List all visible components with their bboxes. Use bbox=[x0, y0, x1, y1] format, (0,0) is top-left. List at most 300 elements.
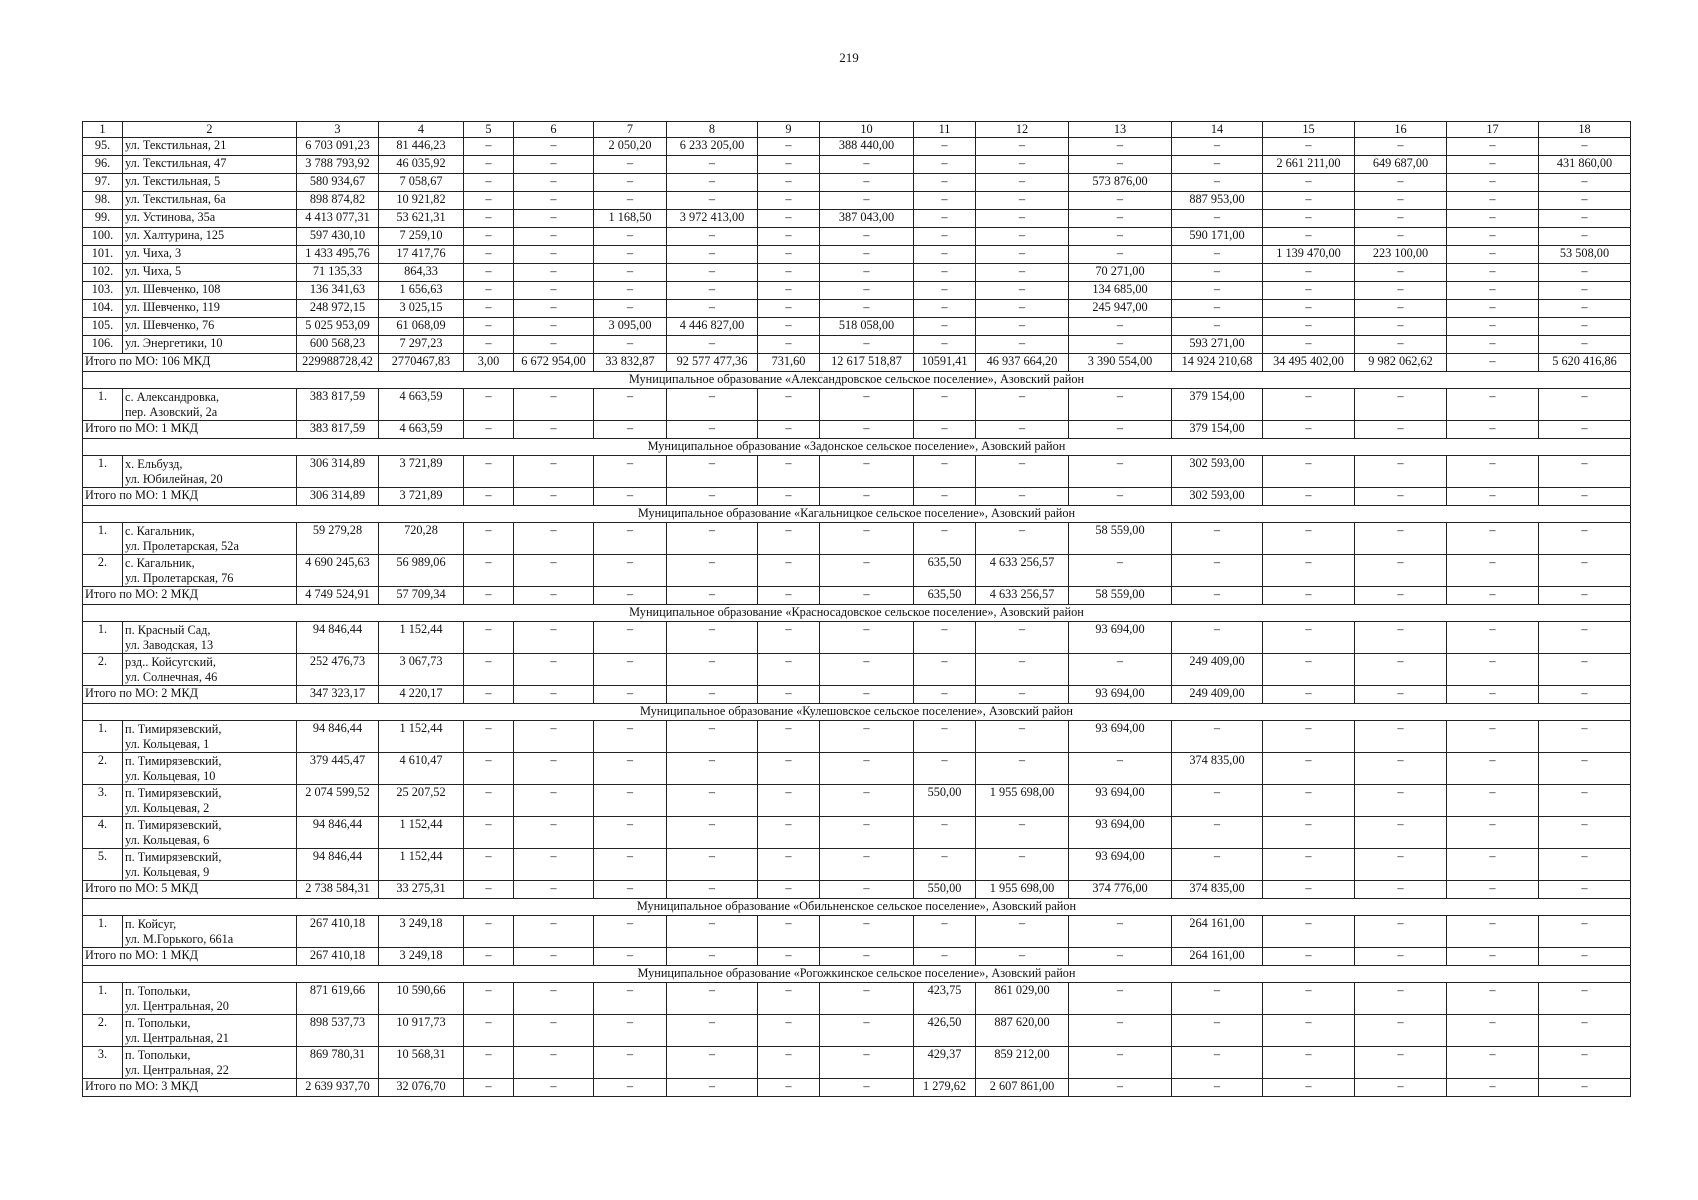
total-value: 12 617 518,87 bbox=[820, 354, 914, 372]
value-cell: 2 074 599,52 bbox=[297, 785, 379, 817]
total-label: Итого по МО: 1 МКД bbox=[83, 421, 297, 439]
value-cell: – bbox=[758, 721, 820, 753]
value-cell: – bbox=[820, 192, 914, 210]
value-cell: – bbox=[1539, 336, 1631, 354]
total-value: 10591,41 bbox=[914, 354, 976, 372]
row-number: 95. bbox=[83, 138, 123, 156]
value-cell: – bbox=[1355, 228, 1447, 246]
value-cell: – bbox=[914, 849, 976, 881]
address: ул. Текстильная, 21 bbox=[123, 138, 297, 156]
total-value: 379 154,00 bbox=[1172, 421, 1263, 439]
value-cell: 649 687,00 bbox=[1355, 156, 1447, 174]
total-value: – bbox=[914, 686, 976, 704]
value-cell: – bbox=[1172, 210, 1263, 228]
value-cell: – bbox=[758, 785, 820, 817]
table-row bbox=[83, 264, 1631, 282]
value-cell: – bbox=[667, 785, 758, 817]
value-cell: – bbox=[976, 753, 1069, 785]
value-cell: – bbox=[1069, 983, 1172, 1015]
total-value: – bbox=[667, 421, 758, 439]
value-cell: – bbox=[914, 622, 976, 654]
value-cell: 264 161,00 bbox=[1172, 916, 1263, 948]
address-line-1: п. Тимирязевский, bbox=[125, 786, 222, 800]
row-number: 99. bbox=[83, 210, 123, 228]
total-value: – bbox=[1355, 421, 1447, 439]
total-value: – bbox=[1172, 587, 1263, 605]
value-cell: – bbox=[820, 1015, 914, 1047]
address bbox=[123, 654, 297, 686]
value-cell: – bbox=[820, 916, 914, 948]
value-cell: – bbox=[820, 336, 914, 354]
total-value: 2 607 861,00 bbox=[976, 1079, 1069, 1097]
value-cell: – bbox=[594, 721, 667, 753]
total-label: Итого по МО: 2 МКД bbox=[83, 686, 297, 704]
value-cell: – bbox=[667, 228, 758, 246]
table-row bbox=[83, 246, 1631, 264]
value-cell: 10 921,82 bbox=[379, 192, 464, 210]
value-cell: – bbox=[667, 753, 758, 785]
value-cell: – bbox=[1263, 300, 1355, 318]
value-cell: – bbox=[1447, 246, 1539, 264]
value-cell: – bbox=[464, 721, 514, 753]
value-cell: – bbox=[1447, 300, 1539, 318]
total-value: – bbox=[514, 686, 594, 704]
total-value: – bbox=[514, 1079, 594, 1097]
value-cell: – bbox=[1447, 654, 1539, 686]
total-value: 32 076,70 bbox=[379, 1079, 464, 1097]
value-cell: 94 846,44 bbox=[297, 849, 379, 881]
value-cell: – bbox=[1263, 916, 1355, 948]
row-number: 103. bbox=[83, 282, 123, 300]
total-value: – bbox=[1447, 948, 1539, 966]
value-cell: – bbox=[1447, 389, 1539, 421]
value-cell: – bbox=[1539, 1015, 1631, 1047]
value-cell: 898 537,73 bbox=[297, 1015, 379, 1047]
total-value: – bbox=[820, 488, 914, 506]
value-cell: 70 271,00 bbox=[1069, 264, 1172, 282]
total-value: 2 639 937,70 bbox=[297, 1079, 379, 1097]
value-cell: – bbox=[1069, 456, 1172, 488]
row-number: 2. bbox=[83, 555, 123, 587]
row-number: 1. bbox=[83, 456, 123, 488]
value-cell: 94 846,44 bbox=[297, 817, 379, 849]
address-line-2: ул. Пролетарская, 52а bbox=[125, 539, 239, 553]
value-cell: – bbox=[820, 156, 914, 174]
value-cell: – bbox=[1263, 318, 1355, 336]
value-cell: – bbox=[1263, 654, 1355, 686]
value-cell: 59 279,28 bbox=[297, 523, 379, 555]
value-cell: 252 476,73 bbox=[297, 654, 379, 686]
total-row bbox=[83, 948, 1631, 966]
value-cell: – bbox=[820, 654, 914, 686]
value-cell: – bbox=[1447, 192, 1539, 210]
value-cell: – bbox=[1172, 318, 1263, 336]
table-row bbox=[83, 753, 1631, 785]
value-cell: – bbox=[758, 246, 820, 264]
value-cell: – bbox=[820, 228, 914, 246]
value-cell: – bbox=[820, 785, 914, 817]
value-cell: – bbox=[914, 523, 976, 555]
value-cell: – bbox=[1263, 282, 1355, 300]
value-cell: – bbox=[1263, 1015, 1355, 1047]
value-cell: 590 171,00 bbox=[1172, 228, 1263, 246]
value-cell: – bbox=[514, 785, 594, 817]
address-line-2: ул. Центральная, 22 bbox=[125, 1063, 229, 1077]
value-cell: 597 430,10 bbox=[297, 228, 379, 246]
value-cell: – bbox=[1172, 264, 1263, 282]
value-cell: 869 780,31 bbox=[297, 1047, 379, 1079]
value-cell: – bbox=[1069, 192, 1172, 210]
total-value: 3 721,89 bbox=[379, 488, 464, 506]
value-cell: 302 593,00 bbox=[1172, 456, 1263, 488]
value-cell: – bbox=[1355, 210, 1447, 228]
value-cell: 518 058,00 bbox=[820, 318, 914, 336]
total-value: – bbox=[1355, 948, 1447, 966]
value-cell: – bbox=[914, 456, 976, 488]
value-cell: – bbox=[1539, 174, 1631, 192]
value-cell: – bbox=[1539, 523, 1631, 555]
table-row bbox=[83, 916, 1631, 948]
value-cell: – bbox=[1355, 817, 1447, 849]
value-cell: – bbox=[914, 282, 976, 300]
total-value: – bbox=[464, 488, 514, 506]
total-value: 3 390 554,00 bbox=[1069, 354, 1172, 372]
column-number: 16 bbox=[1355, 122, 1447, 138]
total-value: – bbox=[1263, 948, 1355, 966]
value-cell: – bbox=[594, 916, 667, 948]
total-label: Итого по МО: 2 МКД bbox=[83, 587, 297, 605]
value-cell: – bbox=[1539, 622, 1631, 654]
value-cell: – bbox=[464, 849, 514, 881]
value-cell: – bbox=[976, 336, 1069, 354]
value-cell: – bbox=[1355, 916, 1447, 948]
column-number: 10 bbox=[820, 122, 914, 138]
row-number: 2. bbox=[83, 654, 123, 686]
total-value: – bbox=[594, 421, 667, 439]
value-cell: – bbox=[914, 336, 976, 354]
value-cell: – bbox=[820, 174, 914, 192]
value-cell: – bbox=[667, 1015, 758, 1047]
value-cell: 580 934,67 bbox=[297, 174, 379, 192]
value-cell: – bbox=[1447, 1047, 1539, 1079]
value-cell: – bbox=[758, 300, 820, 318]
total-value: 3 249,18 bbox=[379, 948, 464, 966]
value-cell: – bbox=[1172, 622, 1263, 654]
value-cell: – bbox=[1069, 389, 1172, 421]
total-value: – bbox=[976, 686, 1069, 704]
value-cell: – bbox=[464, 983, 514, 1015]
value-cell: 223 100,00 bbox=[1355, 246, 1447, 264]
value-cell: – bbox=[1263, 849, 1355, 881]
table-row bbox=[83, 336, 1631, 354]
value-cell: – bbox=[820, 300, 914, 318]
value-cell: – bbox=[1172, 555, 1263, 587]
value-cell: – bbox=[1355, 622, 1447, 654]
address bbox=[123, 389, 297, 421]
section-title: Муниципальное образование «Задонское сельское поселение», Азовский район bbox=[83, 439, 1631, 456]
value-cell: – bbox=[464, 523, 514, 555]
value-cell: – bbox=[1172, 983, 1263, 1015]
total-value: – bbox=[1539, 948, 1631, 966]
value-cell: – bbox=[1172, 523, 1263, 555]
address-line-2: ул. Юбилейная, 20 bbox=[125, 472, 223, 486]
column-number: 12 bbox=[976, 122, 1069, 138]
value-cell: – bbox=[758, 282, 820, 300]
address-line-1: п. Топольки, bbox=[125, 1048, 191, 1062]
total-value: 374 835,00 bbox=[1172, 881, 1263, 899]
row-number: 96. bbox=[83, 156, 123, 174]
total-value: 33 275,31 bbox=[379, 881, 464, 899]
total-value: – bbox=[1539, 686, 1631, 704]
column-number: 6 bbox=[514, 122, 594, 138]
value-cell: 429,37 bbox=[914, 1047, 976, 1079]
section-title: Муниципальное образование «Красносадовское сельское поселение», Азовский район bbox=[83, 605, 1631, 622]
total-label: Итого по МО: 106 МКД bbox=[83, 354, 297, 372]
total-row bbox=[83, 587, 1631, 605]
value-cell: – bbox=[976, 174, 1069, 192]
value-cell: 2 050,20 bbox=[594, 138, 667, 156]
address bbox=[123, 983, 297, 1015]
value-cell: 4 610,47 bbox=[379, 753, 464, 785]
value-cell: – bbox=[1355, 1015, 1447, 1047]
value-cell: 426,50 bbox=[914, 1015, 976, 1047]
value-cell: – bbox=[514, 622, 594, 654]
value-cell: 94 846,44 bbox=[297, 622, 379, 654]
total-value: 264 161,00 bbox=[1172, 948, 1263, 966]
total-value: – bbox=[758, 948, 820, 966]
value-cell: 4 446 827,00 bbox=[667, 318, 758, 336]
value-cell: 3 788 793,92 bbox=[297, 156, 379, 174]
value-cell: 1 168,50 bbox=[594, 210, 667, 228]
value-cell: – bbox=[1355, 389, 1447, 421]
value-cell: – bbox=[758, 622, 820, 654]
value-cell: 1 152,44 bbox=[379, 817, 464, 849]
value-cell: – bbox=[464, 282, 514, 300]
total-value: – bbox=[820, 686, 914, 704]
value-cell: 861 029,00 bbox=[976, 983, 1069, 1015]
value-cell: – bbox=[1263, 555, 1355, 587]
value-cell: – bbox=[1355, 456, 1447, 488]
value-cell: – bbox=[514, 156, 594, 174]
address: ул. Энергетики, 10 bbox=[123, 336, 297, 354]
table-row bbox=[83, 1047, 1631, 1079]
value-cell: – bbox=[1263, 1047, 1355, 1079]
section-row bbox=[83, 704, 1631, 721]
value-cell: – bbox=[1539, 753, 1631, 785]
value-cell: – bbox=[1263, 228, 1355, 246]
value-cell: 7 259,10 bbox=[379, 228, 464, 246]
value-cell: 5 025 953,09 bbox=[297, 318, 379, 336]
column-number: 7 bbox=[594, 122, 667, 138]
row-number: 1. bbox=[83, 916, 123, 948]
total-value: – bbox=[1539, 421, 1631, 439]
address-line-1: с. Кагальник, bbox=[125, 524, 195, 538]
value-cell: – bbox=[758, 264, 820, 282]
value-cell: – bbox=[1447, 622, 1539, 654]
value-cell: – bbox=[464, 174, 514, 192]
address-line-2: пер. Азовский, 2а bbox=[125, 405, 218, 419]
value-cell: 383 817,59 bbox=[297, 389, 379, 421]
address-line-1: п. Койсуг, bbox=[125, 917, 177, 931]
value-cell: 249 409,00 bbox=[1172, 654, 1263, 686]
value-cell: – bbox=[464, 246, 514, 264]
total-value: 92 577 477,36 bbox=[667, 354, 758, 372]
value-cell: 4 633 256,57 bbox=[976, 555, 1069, 587]
value-cell: 379 445,47 bbox=[297, 753, 379, 785]
total-row bbox=[83, 1079, 1631, 1097]
column-number: 8 bbox=[667, 122, 758, 138]
total-value: – bbox=[594, 1079, 667, 1097]
total-value: 229988728,42 bbox=[297, 354, 379, 372]
value-cell: – bbox=[976, 318, 1069, 336]
value-cell: – bbox=[1263, 210, 1355, 228]
address bbox=[123, 456, 297, 488]
value-cell: 374 835,00 bbox=[1172, 753, 1263, 785]
section-row bbox=[83, 966, 1631, 983]
value-cell: 10 568,31 bbox=[379, 1047, 464, 1079]
value-cell: – bbox=[1069, 156, 1172, 174]
table-row bbox=[83, 389, 1631, 421]
table-row bbox=[83, 555, 1631, 587]
value-cell: – bbox=[464, 555, 514, 587]
value-cell: – bbox=[820, 389, 914, 421]
total-value: 550,00 bbox=[914, 881, 976, 899]
address-line-1: п. Тимирязевский, bbox=[125, 850, 222, 864]
total-value: – bbox=[464, 421, 514, 439]
value-cell: – bbox=[976, 916, 1069, 948]
value-cell: – bbox=[1355, 849, 1447, 881]
value-cell: – bbox=[594, 1047, 667, 1079]
value-cell: – bbox=[464, 138, 514, 156]
row-number: 106. bbox=[83, 336, 123, 354]
value-cell: – bbox=[1172, 282, 1263, 300]
total-value: – bbox=[667, 587, 758, 605]
value-cell: – bbox=[667, 300, 758, 318]
value-cell: – bbox=[667, 192, 758, 210]
value-cell: 887 953,00 bbox=[1172, 192, 1263, 210]
total-value: – bbox=[758, 881, 820, 899]
value-cell: 71 135,33 bbox=[297, 264, 379, 282]
address bbox=[123, 817, 297, 849]
value-cell: 1 656,63 bbox=[379, 282, 464, 300]
value-cell: – bbox=[1172, 721, 1263, 753]
value-cell: – bbox=[758, 1047, 820, 1079]
value-cell: 93 694,00 bbox=[1069, 721, 1172, 753]
total-value: 306 314,89 bbox=[297, 488, 379, 506]
total-value: – bbox=[594, 686, 667, 704]
total-value: – bbox=[758, 488, 820, 506]
total-value: – bbox=[820, 1079, 914, 1097]
value-cell: – bbox=[464, 300, 514, 318]
table-row bbox=[83, 849, 1631, 881]
value-cell: 573 876,00 bbox=[1069, 174, 1172, 192]
value-cell: – bbox=[758, 916, 820, 948]
value-cell: – bbox=[976, 523, 1069, 555]
address: ул. Устинова, 35а bbox=[123, 210, 297, 228]
value-cell: – bbox=[1355, 785, 1447, 817]
value-cell: – bbox=[758, 654, 820, 686]
value-cell: – bbox=[514, 282, 594, 300]
value-cell: – bbox=[976, 246, 1069, 264]
total-value: – bbox=[1069, 948, 1172, 966]
value-cell: – bbox=[1539, 1047, 1631, 1079]
value-cell: – bbox=[820, 622, 914, 654]
total-value: – bbox=[820, 881, 914, 899]
address-line-2: ул. Кольцевая, 1 bbox=[125, 737, 210, 751]
total-value: – bbox=[1355, 488, 1447, 506]
total-value: – bbox=[1355, 587, 1447, 605]
value-cell: – bbox=[514, 138, 594, 156]
total-value: 33 832,87 bbox=[594, 354, 667, 372]
value-cell: – bbox=[1447, 721, 1539, 753]
value-cell: – bbox=[1069, 138, 1172, 156]
value-cell: – bbox=[594, 849, 667, 881]
total-value: – bbox=[914, 948, 976, 966]
value-cell: – bbox=[820, 721, 914, 753]
total-value: 4 749 524,91 bbox=[297, 587, 379, 605]
total-label: Итого по МО: 1 МКД bbox=[83, 948, 297, 966]
table-row bbox=[83, 138, 1631, 156]
value-cell: – bbox=[1447, 336, 1539, 354]
total-value: – bbox=[594, 587, 667, 605]
value-cell: – bbox=[514, 389, 594, 421]
table-row bbox=[83, 622, 1631, 654]
value-cell: – bbox=[594, 785, 667, 817]
address bbox=[123, 785, 297, 817]
value-cell: – bbox=[1069, 246, 1172, 264]
total-value: 93 694,00 bbox=[1069, 686, 1172, 704]
value-cell: – bbox=[667, 174, 758, 192]
value-cell: – bbox=[758, 156, 820, 174]
value-cell: – bbox=[1263, 192, 1355, 210]
value-cell: – bbox=[914, 300, 976, 318]
value-cell: – bbox=[667, 282, 758, 300]
value-cell: – bbox=[514, 210, 594, 228]
value-cell: – bbox=[514, 721, 594, 753]
value-cell: – bbox=[914, 721, 976, 753]
value-cell: – bbox=[1539, 785, 1631, 817]
value-cell: – bbox=[1447, 138, 1539, 156]
total-label: Итого по МО: 1 МКД bbox=[83, 488, 297, 506]
value-cell: 379 154,00 bbox=[1172, 389, 1263, 421]
table-row bbox=[83, 318, 1631, 336]
address-line-2: ул. Центральная, 21 bbox=[125, 1031, 229, 1045]
row-number: 3. bbox=[83, 1047, 123, 1079]
value-cell: – bbox=[594, 456, 667, 488]
value-cell: – bbox=[594, 753, 667, 785]
value-cell: 248 972,15 bbox=[297, 300, 379, 318]
value-cell: – bbox=[667, 849, 758, 881]
value-cell: – bbox=[1172, 1015, 1263, 1047]
total-value: – bbox=[1539, 488, 1631, 506]
total-value: – bbox=[1069, 1079, 1172, 1097]
value-cell: – bbox=[464, 654, 514, 686]
value-cell: – bbox=[1355, 555, 1447, 587]
value-cell: – bbox=[1539, 389, 1631, 421]
value-cell: 720,28 bbox=[379, 523, 464, 555]
total-value: – bbox=[1069, 421, 1172, 439]
value-cell: 7 297,23 bbox=[379, 336, 464, 354]
total-value: – bbox=[514, 587, 594, 605]
value-cell: – bbox=[594, 264, 667, 282]
value-cell: – bbox=[1172, 817, 1263, 849]
value-cell: 550,00 bbox=[914, 785, 976, 817]
value-cell: – bbox=[976, 282, 1069, 300]
value-cell: – bbox=[976, 156, 1069, 174]
value-cell: – bbox=[1172, 174, 1263, 192]
value-cell: – bbox=[594, 555, 667, 587]
value-cell: 431 860,00 bbox=[1539, 156, 1631, 174]
